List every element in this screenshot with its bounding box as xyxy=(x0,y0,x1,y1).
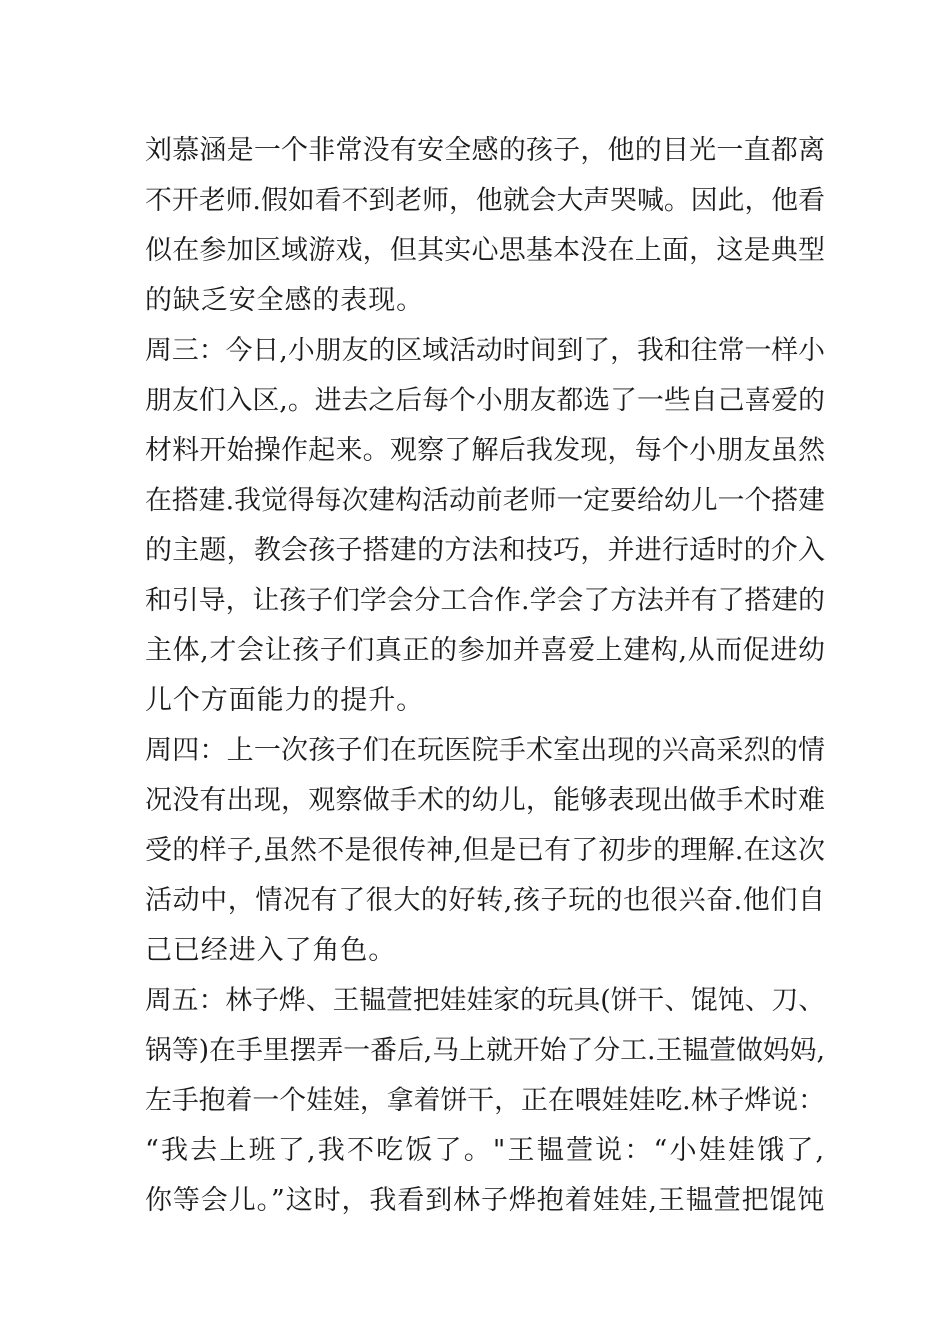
text-line: 活动中，情况有了很大的好转,孩子玩的也很兴奋.他们自 xyxy=(145,885,825,916)
text-line: 的缺乏安全感的表现。 xyxy=(145,285,424,316)
text-line: 似在参加区域游戏，但其实心思基本没在上面，这是典型 xyxy=(145,235,825,266)
text-line: “我去上班了,我不吃饭了。"王韫萱说：“小娃娃饿了, xyxy=(145,1135,825,1166)
text-line: 左手抱着一个娃娃，拿着饼干，正在喂娃娃吃.林子烨说： xyxy=(145,1085,825,1116)
text-line: 刘慕涵是一个非常没有安全感的孩子，他的目光一直都离 xyxy=(145,135,825,166)
text-line: 朋友们入区,。进去之后每个小朋友都选了一些自己喜爱的 xyxy=(145,385,825,416)
text-line: 材料开始操作起来。观察了解后我发现，每个小朋友虽然 xyxy=(145,435,825,466)
text-line: 锅等)在手里摆弄一番后,马上就开始了分工.王韫萱做妈妈, xyxy=(145,1035,825,1066)
text-line: 况没有出现，观察做手术的幼儿，能够表现出做手术时难 xyxy=(145,785,825,816)
text-line: 周五：林子烨、王韫萱把娃娃家的玩具(饼干、馄饨、刀、 xyxy=(145,985,825,1016)
text-line: 在搭建.我觉得每次建构活动前老师一定要给幼儿一个搭建 xyxy=(145,485,825,516)
text-line: 受的样子,虽然不是很传神,但是已有了初步的理解.在这次 xyxy=(145,835,825,866)
text-line: 主体,才会让孩子们真正的参加并喜爱上建构,从而促进幼 xyxy=(145,635,825,666)
text-line: 周三：今日,小朋友的区域活动时间到了，我和往常一样小 xyxy=(145,335,825,366)
text-line: 和引导，让孩子们学会分工合作.学会了方法并有了搭建的 xyxy=(145,585,825,616)
text-line: 周四：上一次孩子们在玩医院手术室出现的兴高采烈的情 xyxy=(145,735,825,766)
text-line: 你等会儿。”这时，我看到林子烨抱着娃娃,王韫萱把馄饨 xyxy=(145,1185,826,1216)
body-text xyxy=(145,126,825,1226)
text-line: 不开老师.假如看不到老师，他就会大声哭喊。因此，他看 xyxy=(145,185,825,216)
text-line: 儿个方面能力的提升。 xyxy=(145,685,424,716)
text-line: 己已经进入了角色。 xyxy=(145,935,397,966)
text-line: 的主题，教会孩子搭建的方法和技巧，并进行适时的介入 xyxy=(145,535,825,566)
